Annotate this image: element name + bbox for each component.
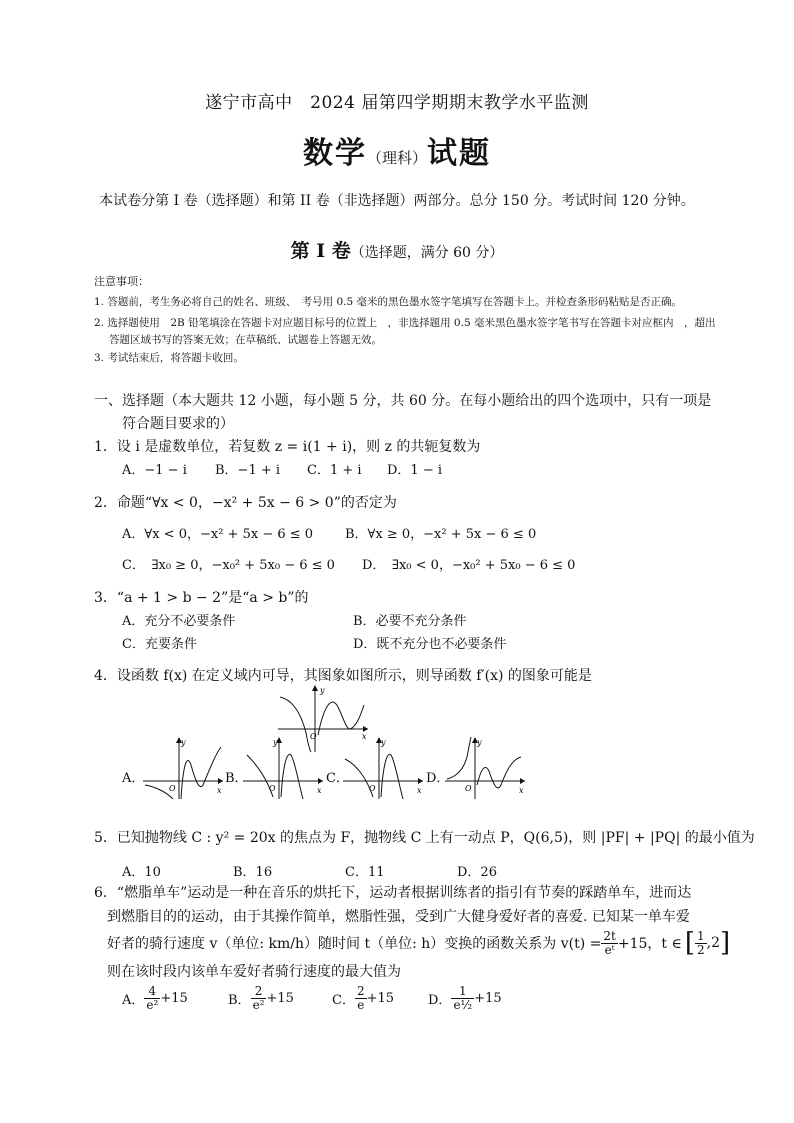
question-3-stem: 3．“a + 1 > b − 2”是“a > b”的 [94,590,309,606]
q3-option-d: D．既不充分也不必要条件 [353,637,507,652]
title-main-1: 数学 [302,136,367,171]
notes-title: 注意事项： [94,275,149,288]
note-item: 1. 答题前，考生务必将自己的姓名、班级、 考号用 0.5 毫米的黑色墨水签字笔填写在答题卡上。并检查条形码粘贴是否正确。 [94,296,682,308]
q2-option-b: B．∀x ≥ 0，−x² + 5x − 6 ≤ 0 [345,527,537,542]
part1-heading-cont: 符合题目要求的） [122,416,234,432]
question-2-stem: 2．命题“∀x < 0，−x² + 5x − 6 > 0”的否定为 [94,495,397,511]
q6-fraction-num: 2t [603,928,616,943]
q4-d-origin: O [465,784,472,793]
q6-interval-den: 2 [696,942,705,957]
q4-option-d-graph [445,735,527,801]
q5-option-b: B．16 [233,865,273,880]
q6-formula-suffix: +15，t ∈ [617,936,682,952]
q4-option-a-graph [143,735,225,801]
question-5-stem: 5．已知抛物线 C : y² = 20x 的焦点为 F，抛物线 C 上有一动点 P，Q(6,5)，则 |PF| + |PQ| 的最小值为 [94,830,755,846]
q5-option-a: A．10 [122,865,161,880]
section-name: 第 I 卷 [290,240,351,262]
exam-intro: 本试卷分第 I 卷（选择题）和第 II 卷（非选择题）两部分。总分 150 分。考试时间 120 分钟。 [99,193,695,209]
question-1-stem: 1．设 i 是虚数单位，若复数 z = i(1 + i)，则 z 的共轭复数为 [94,439,481,455]
q1-option-d: D．1 − i [387,463,443,478]
q6-option-c: C． $\frac{2}{e}$ +15 [332,984,395,1012]
q4-a-x-label: x [217,786,222,795]
q2-option-c: C． ∃x₀ ≥ 0，−x₀² + 5x₀ − 6 ≤ 0 [122,558,335,573]
question-6-line4: 则在该时段内该单车爱好者骑行速度的最大值为 [107,964,401,980]
q4-a-origin: O [169,784,176,793]
q5-option-d: D．26 [457,865,497,880]
q2-option-d: D． ∃x₀ < 0，−x₀² + 5x₀ − 6 ≤ 0 [362,558,576,573]
note-item: 2. 选择题使用 2B 铅笔填涂在答题卡对应题目标号的位置上 ，非选择题用 0.5 毫米黑色墨水签字笔书写在答题卡对应框内 ，超出 [94,317,716,329]
q2-option-a: A．∀x < 0，−x² + 5x − 6 ≤ 0 [122,527,314,542]
q4-option-a-label: A． [122,771,145,786]
section-subtitle: （选择题，满分 60 分） [350,245,504,261]
q4-d-y-label: y [477,738,482,747]
q4-b-x-label: x [317,786,322,795]
q4-option-b-graph [243,735,325,801]
exam-header: 遂宁市高中 2024 届第四学期期末教学水平监测 [205,93,589,113]
q3-option-c: C．充要条件 [122,637,197,652]
title-main-2: 试题 [427,136,491,171]
q4-c-origin: O [369,784,376,793]
note-item: 答题区域书写的答案无效；在草稿纸、试题卷上答题无效。 [109,334,382,346]
q4-a-y-label: y [181,738,186,747]
q4-b-y-label: y [273,738,278,747]
q5-option-c: C．11 [345,865,385,880]
q4-main-y-label: y [320,686,325,695]
q1-option-a: A．−1 − i [122,463,187,478]
q4-b-origin: O [269,784,276,793]
exam-title [0,128,794,172]
q4-option-c-graph [343,735,425,801]
question-6-line1: 6．“燃脂单车”运动是一种在音乐的烘托下，运动者根据训练者的指引有节奏的踩踏单车，进而达 [94,885,692,901]
q6-interval-fraction [695,930,707,957]
q4-c-y-label: y [381,738,386,747]
q6-interval-tail: ,2 [706,935,720,951]
question-6-line3: 好者的骑行速度 v（单位: km/h）随时间 t（单位: h）变换的函数关系为 v(t) = $\frac{2t}{\text{eᵗ}}$ +15，t ∈ [ $\frac{1}{2}$ ,2 ] [107,928,731,958]
q4-option-d-label: D． [426,771,450,786]
q4-main-x-label: x [362,732,367,741]
q6-option-a: A． $\frac{4}{\text{e²}}$ +15 [122,984,188,1012]
q4-c-x-label: x [417,786,422,795]
section-title [0,236,794,263]
q6-option-d: D． $\frac{1}{\text{e½}}$ +15 [428,984,502,1012]
q6-interval-num: 1 [696,928,705,943]
q4-option-b-label: B． [225,771,248,786]
q4-d-x-label: x [519,786,524,795]
title-subject: （理科） [366,149,427,167]
q3-option-b: B．必要不充分条件 [353,614,467,629]
q3-option-a: A．充分不必要条件 [122,614,236,629]
q6-formula-prefix: 好者的骑行速度 v（单位: km/h）随时间 t（单位: h）变换的函数关系为 v(t) = [107,936,602,952]
q6-option-b: B． $\frac{2}{\text{e²}}$ +15 [228,984,294,1012]
q6-fraction [601,930,617,957]
q1-option-c: C．1 + i [307,463,362,478]
q1-option-b: B．−1 + i [215,463,281,478]
q4-option-c-label: C． [326,771,349,786]
question-4-stem: 4．设函数 f(x) 在定义域内可导，其图象如图所示，则导函数 f′(x) 的图象可能是 [94,668,592,684]
question-6-line2: 到燃脂目的的运动，由于其操作简单，燃脂性强，受到广大健身爱好者的喜爱. 已知某一单车爱 [107,909,690,925]
q4-main-origin: O [310,732,317,741]
note-item: 3. 考试结束后，将答题卡收回。 [94,352,244,364]
q6-fraction-den: eᵗ [604,942,615,957]
part1-heading: 一、选择题（本大题共 12 小题，每小题 5 分，共 60 分。在每小题给出的四个选项中，只有一项是 [94,393,712,409]
